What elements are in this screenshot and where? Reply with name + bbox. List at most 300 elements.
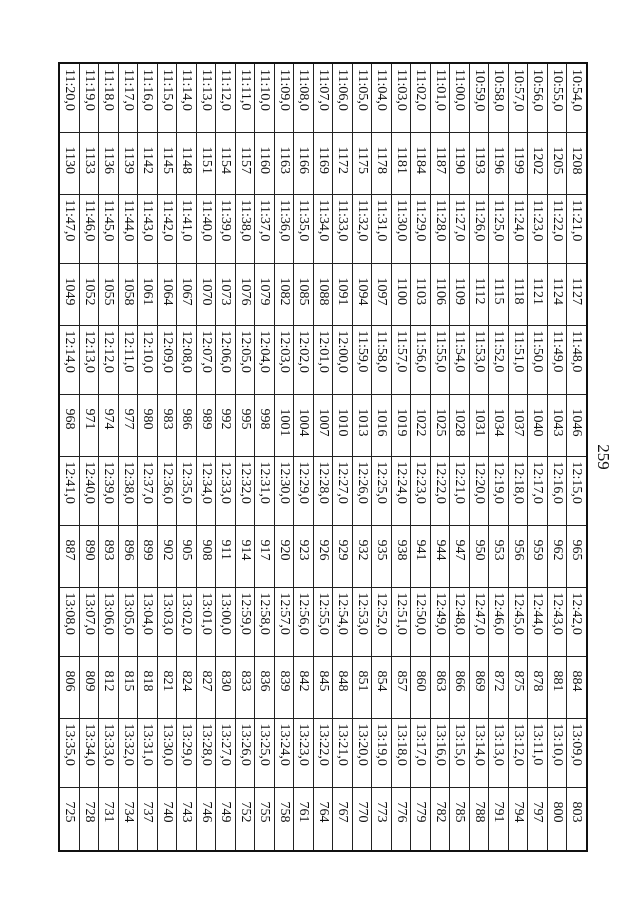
- time-cell: 11:50,0: [528, 325, 548, 394]
- value-cell: 809: [79, 656, 99, 718]
- value-cell: 1067: [177, 263, 197, 325]
- value-cell: 797: [528, 787, 548, 851]
- value-cell: 1040: [528, 394, 548, 456]
- time-cell: 12:58,0: [255, 587, 275, 656]
- time-cell: 13:23,0: [294, 718, 314, 787]
- time-cell: 12:07,0: [196, 325, 216, 394]
- time-cell: 12:16,0: [547, 456, 567, 525]
- time-cell: 10:54,0: [567, 63, 587, 132]
- value-cell: 1022: [411, 394, 431, 456]
- time-cell: 12:36,0: [157, 456, 177, 525]
- time-cell: 12:03,0: [274, 325, 294, 394]
- time-cell: 12:04,0: [255, 325, 275, 394]
- value-cell: 1130: [59, 132, 79, 194]
- value-cell: 1193: [469, 132, 489, 194]
- time-cell: 11:01,0: [430, 63, 450, 132]
- time-cell: 12:33,0: [216, 456, 236, 525]
- time-cell: 11:51,0: [508, 325, 528, 394]
- value-cell: 992: [216, 394, 236, 456]
- value-cell: 1154: [216, 132, 236, 194]
- value-cell: 1109: [450, 263, 470, 325]
- time-cell: 11:44,0: [118, 194, 138, 263]
- value-cell: 932: [352, 525, 372, 587]
- value-cell: 1172: [333, 132, 353, 194]
- value-cell: 1034: [489, 394, 509, 456]
- value-cell: 965: [567, 525, 587, 587]
- time-cell: 12:15,0: [567, 456, 587, 525]
- value-cell: 1136: [99, 132, 119, 194]
- value-cell: 767: [333, 787, 353, 851]
- value-cell: 1166: [294, 132, 314, 194]
- time-cell: 11:23,0: [528, 194, 548, 263]
- value-cell: 887: [59, 525, 79, 587]
- time-cell: 12:48,0: [450, 587, 470, 656]
- value-cell: 1052: [79, 263, 99, 325]
- table-row: [469, 63, 489, 851]
- time-cell: 11:55,0: [430, 325, 450, 394]
- time-cell: 12:32,0: [235, 456, 255, 525]
- time-cell: 11:41,0: [177, 194, 197, 263]
- value-cell: 917: [255, 525, 275, 587]
- value-cell: 746: [196, 787, 216, 851]
- value-cell: 1181: [391, 132, 411, 194]
- time-cell: 11:15,0: [157, 63, 177, 132]
- value-cell: 935: [372, 525, 392, 587]
- table-row: [411, 63, 431, 851]
- value-cell: 737: [138, 787, 158, 851]
- value-cell: 890: [79, 525, 99, 587]
- table-row: [59, 63, 79, 851]
- value-cell: 1118: [508, 263, 528, 325]
- value-cell: 989: [196, 394, 216, 456]
- time-cell: 11:11,0: [235, 63, 255, 132]
- time-cell: 13:34,0: [79, 718, 99, 787]
- value-cell: 1178: [372, 132, 392, 194]
- value-cell: 782: [430, 787, 450, 851]
- time-cell: 10:58,0: [489, 63, 509, 132]
- value-cell: 974: [99, 394, 119, 456]
- time-cell: 11:13,0: [196, 63, 216, 132]
- time-cell: 12:55,0: [313, 587, 333, 656]
- value-cell: 956: [508, 525, 528, 587]
- time-cell: 13:30,0: [157, 718, 177, 787]
- value-cell: 800: [547, 787, 567, 851]
- time-cell: 12:45,0: [508, 587, 528, 656]
- time-cell: 12:20,0: [469, 456, 489, 525]
- time-cell: 13:32,0: [118, 718, 138, 787]
- value-cell: 893: [99, 525, 119, 587]
- time-cell: 12:34,0: [196, 456, 216, 525]
- value-cell: 899: [138, 525, 158, 587]
- time-cell: 11:34,0: [313, 194, 333, 263]
- time-cell: 13:31,0: [138, 718, 158, 787]
- value-cell: 812: [99, 656, 119, 718]
- value-cell: 824: [177, 656, 197, 718]
- time-cell: 13:17,0: [411, 718, 431, 787]
- value-cell: 851: [352, 656, 372, 718]
- table-row: [99, 63, 119, 851]
- value-cell: 1028: [450, 394, 470, 456]
- time-cell: 12:30,0: [274, 456, 294, 525]
- time-cell: 11:02,0: [411, 63, 431, 132]
- value-cell: 947: [450, 525, 470, 587]
- time-cell: 11:36,0: [274, 194, 294, 263]
- time-cell: 10:57,0: [508, 63, 528, 132]
- value-cell: 1064: [157, 263, 177, 325]
- value-cell: 728: [79, 787, 99, 851]
- value-cell: 1043: [547, 394, 567, 456]
- value-cell: 941: [411, 525, 431, 587]
- value-cell: 971: [79, 394, 99, 456]
- value-cell: 953: [489, 525, 509, 587]
- time-cell: 12:11,0: [118, 325, 138, 394]
- time-cell: 12:37,0: [138, 456, 158, 525]
- time-cell: 12:47,0: [469, 587, 489, 656]
- value-cell: 866: [450, 656, 470, 718]
- time-cell: 12:51,0: [391, 587, 411, 656]
- value-cell: 827: [196, 656, 216, 718]
- table-row: [157, 63, 177, 851]
- time-cell: 11:12,0: [216, 63, 236, 132]
- value-cell: 959: [528, 525, 548, 587]
- time-cell: 12:39,0: [99, 456, 119, 525]
- time-cell: 12:44,0: [528, 587, 548, 656]
- value-cell: 776: [391, 787, 411, 851]
- value-cell: 1073: [216, 263, 236, 325]
- value-cell: 1100: [391, 263, 411, 325]
- value-cell: 1145: [157, 132, 177, 194]
- time-cell: 12:49,0: [430, 587, 450, 656]
- value-cell: 881: [547, 656, 567, 718]
- table-row: [138, 63, 158, 851]
- time-cell: 13:21,0: [333, 718, 353, 787]
- table-row: [177, 63, 197, 851]
- value-cell: 896: [118, 525, 138, 587]
- time-cell: 13:29,0: [177, 718, 197, 787]
- value-cell: 983: [157, 394, 177, 456]
- table-row: [313, 63, 333, 851]
- time-cell: 11:09,0: [274, 63, 294, 132]
- time-value-table: [58, 62, 588, 852]
- value-cell: 815: [118, 656, 138, 718]
- time-cell: 13:28,0: [196, 718, 216, 787]
- value-cell: 1046: [567, 394, 587, 456]
- value-cell: 848: [333, 656, 353, 718]
- table-row: [372, 63, 392, 851]
- value-cell: 1157: [235, 132, 255, 194]
- table-row: [216, 63, 236, 851]
- value-cell: 1004: [294, 394, 314, 456]
- rotated-page: [58, 62, 613, 850]
- value-cell: 902: [157, 525, 177, 587]
- time-cell: 11:16,0: [138, 63, 158, 132]
- value-cell: 1055: [99, 263, 119, 325]
- time-cell: 11:03,0: [391, 63, 411, 132]
- value-cell: 1133: [79, 132, 99, 194]
- value-cell: 1202: [528, 132, 548, 194]
- time-cell: 11:52,0: [489, 325, 509, 394]
- value-cell: 926: [313, 525, 333, 587]
- time-cell: 11:22,0: [547, 194, 567, 263]
- table-row: [196, 63, 216, 851]
- value-cell: 863: [430, 656, 450, 718]
- table-row: [391, 63, 411, 851]
- time-cell: 11:31,0: [372, 194, 392, 263]
- value-cell: 773: [372, 787, 392, 851]
- time-cell: 11:56,0: [411, 325, 431, 394]
- value-cell: 791: [489, 787, 509, 851]
- value-cell: 785: [450, 787, 470, 851]
- value-cell: 977: [118, 394, 138, 456]
- time-cell: 11:10,0: [255, 63, 275, 132]
- time-cell: 11:07,0: [313, 63, 333, 132]
- value-cell: 1175: [352, 132, 372, 194]
- value-cell: 1199: [508, 132, 528, 194]
- time-cell: 11:58,0: [372, 325, 392, 394]
- time-cell: 13:08,0: [59, 587, 79, 656]
- value-cell: 806: [59, 656, 79, 718]
- table-row: [235, 63, 255, 851]
- value-cell: 950: [469, 525, 489, 587]
- time-cell: 11:40,0: [196, 194, 216, 263]
- time-cell: 11:59,0: [352, 325, 372, 394]
- value-cell: 962: [547, 525, 567, 587]
- value-cell: 875: [508, 656, 528, 718]
- time-cell: 13:09,0: [567, 718, 587, 787]
- time-cell: 11:33,0: [333, 194, 353, 263]
- value-cell: 833: [235, 656, 255, 718]
- time-cell: 13:16,0: [430, 718, 450, 787]
- time-cell: 13:26,0: [235, 718, 255, 787]
- value-cell: 1142: [138, 132, 158, 194]
- table-row: [528, 63, 548, 851]
- time-cell: 12:14,0: [59, 325, 79, 394]
- time-cell: 10:56,0: [528, 63, 548, 132]
- value-cell: 1001: [274, 394, 294, 456]
- value-cell: 830: [216, 656, 236, 718]
- time-cell: 12:23,0: [411, 456, 431, 525]
- value-cell: 770: [352, 787, 372, 851]
- time-cell: 12:17,0: [528, 456, 548, 525]
- time-cell: 12:05,0: [235, 325, 255, 394]
- value-cell: 914: [235, 525, 255, 587]
- time-cell: 11:26,0: [469, 194, 489, 263]
- value-cell: 764: [313, 787, 333, 851]
- value-cell: 1103: [411, 263, 431, 325]
- time-cell: 13:11,0: [528, 718, 548, 787]
- time-cell: 11:05,0: [352, 63, 372, 132]
- time-cell: 13:22,0: [313, 718, 333, 787]
- time-cell: 11:32,0: [352, 194, 372, 263]
- value-cell: 779: [411, 787, 431, 851]
- value-cell: 1025: [430, 394, 450, 456]
- value-cell: 998: [255, 394, 275, 456]
- time-cell: 12:10,0: [138, 325, 158, 394]
- value-cell: 1013: [352, 394, 372, 456]
- time-cell: 11:30,0: [391, 194, 411, 263]
- value-cell: 1127: [567, 263, 587, 325]
- table-row: [450, 63, 470, 851]
- value-cell: 1151: [196, 132, 216, 194]
- value-cell: 872: [489, 656, 509, 718]
- time-cell: 13:00,0: [216, 587, 236, 656]
- time-cell: 13:15,0: [450, 718, 470, 787]
- value-cell: 929: [333, 525, 353, 587]
- value-cell: 986: [177, 394, 197, 456]
- time-cell: 12:27,0: [333, 456, 353, 525]
- time-cell: 12:42,0: [567, 587, 587, 656]
- time-cell: 11:45,0: [99, 194, 119, 263]
- value-cell: 1160: [255, 132, 275, 194]
- time-cell: 13:20,0: [352, 718, 372, 787]
- table-row: [352, 63, 372, 851]
- time-cell: 12:43,0: [547, 587, 567, 656]
- time-cell: 11:39,0: [216, 194, 236, 263]
- value-cell: 749: [216, 787, 236, 851]
- time-cell: 10:59,0: [469, 63, 489, 132]
- time-cell: 12:35,0: [177, 456, 197, 525]
- value-cell: 854: [372, 656, 392, 718]
- time-cell: 11:49,0: [547, 325, 567, 394]
- value-cell: 1091: [333, 263, 353, 325]
- time-cell: 12:59,0: [235, 587, 255, 656]
- time-cell: 12:22,0: [430, 456, 450, 525]
- value-cell: 857: [391, 656, 411, 718]
- table-row: [118, 63, 138, 851]
- time-cell: 12:19,0: [489, 456, 509, 525]
- value-cell: 938: [391, 525, 411, 587]
- time-cell: 11:21,0: [567, 194, 587, 263]
- value-cell: 1196: [489, 132, 509, 194]
- time-cell: 12:46,0: [489, 587, 509, 656]
- value-cell: 1190: [450, 132, 470, 194]
- time-cell: 13:03,0: [157, 587, 177, 656]
- value-cell: 752: [235, 787, 255, 851]
- time-cell: 12:02,0: [294, 325, 314, 394]
- value-cell: 1163: [274, 132, 294, 194]
- time-cell: 11:18,0: [99, 63, 119, 132]
- value-cell: 761: [294, 787, 314, 851]
- time-cell: 11:48,0: [567, 325, 587, 394]
- time-cell: 13:10,0: [547, 718, 567, 787]
- value-cell: 1016: [372, 394, 392, 456]
- time-cell: 11:00,0: [450, 63, 470, 132]
- time-cell: 12:56,0: [294, 587, 314, 656]
- value-cell: 1049: [59, 263, 79, 325]
- time-cell: 12:24,0: [391, 456, 411, 525]
- time-cell: 13:18,0: [391, 718, 411, 787]
- time-cell: 12:08,0: [177, 325, 197, 394]
- time-cell: 13:24,0: [274, 718, 294, 787]
- time-cell: 11:06,0: [333, 63, 353, 132]
- time-cell: 11:08,0: [294, 63, 314, 132]
- value-cell: 1208: [567, 132, 587, 194]
- time-cell: 11:54,0: [450, 325, 470, 394]
- value-cell: 1139: [118, 132, 138, 194]
- time-cell: 12:28,0: [313, 456, 333, 525]
- value-cell: 803: [567, 787, 587, 851]
- time-cell: 11:43,0: [138, 194, 158, 263]
- value-cell: 1097: [372, 263, 392, 325]
- time-cell: 12:29,0: [294, 456, 314, 525]
- time-cell: 12:40,0: [79, 456, 99, 525]
- value-cell: 1010: [333, 394, 353, 456]
- time-cell: 12:18,0: [508, 456, 528, 525]
- time-cell: 11:04,0: [372, 63, 392, 132]
- value-cell: 1037: [508, 394, 528, 456]
- time-cell: 11:47,0: [59, 194, 79, 263]
- time-cell: 11:46,0: [79, 194, 99, 263]
- value-cell: 725: [59, 787, 79, 851]
- time-cell: 13:01,0: [196, 587, 216, 656]
- value-cell: 860: [411, 656, 431, 718]
- value-cell: 1070: [196, 263, 216, 325]
- time-cell: 11:57,0: [391, 325, 411, 394]
- page-number: 259: [594, 444, 613, 470]
- time-cell: 11:25,0: [489, 194, 509, 263]
- value-cell: 1106: [430, 263, 450, 325]
- value-cell: 1094: [352, 263, 372, 325]
- time-cell: 11:24,0: [508, 194, 528, 263]
- value-cell: 758: [274, 787, 294, 851]
- value-cell: 911: [216, 525, 236, 587]
- value-cell: 788: [469, 787, 489, 851]
- value-cell: 944: [430, 525, 450, 587]
- table-row: [255, 63, 275, 851]
- value-cell: 731: [99, 787, 119, 851]
- time-cell: 13:04,0: [138, 587, 158, 656]
- value-cell: 755: [255, 787, 275, 851]
- value-cell: 1019: [391, 394, 411, 456]
- value-cell: 995: [235, 394, 255, 456]
- time-cell: 12:26,0: [352, 456, 372, 525]
- time-cell: 13:02,0: [177, 587, 197, 656]
- value-cell: 1124: [547, 263, 567, 325]
- time-cell: 11:28,0: [430, 194, 450, 263]
- time-cell: 11:17,0: [118, 63, 138, 132]
- time-cell: 13:07,0: [79, 587, 99, 656]
- time-cell: 13:14,0: [469, 718, 489, 787]
- value-cell: 1148: [177, 132, 197, 194]
- value-cell: 839: [274, 656, 294, 718]
- time-cell: 13:27,0: [216, 718, 236, 787]
- value-cell: 1115: [489, 263, 509, 325]
- value-cell: 1079: [255, 263, 275, 325]
- value-cell: 740: [157, 787, 177, 851]
- time-cell: 12:38,0: [118, 456, 138, 525]
- time-cell: 11:19,0: [79, 63, 99, 132]
- value-cell: 1061: [138, 263, 158, 325]
- time-cell: 12:31,0: [255, 456, 275, 525]
- table-row: [547, 63, 567, 851]
- value-cell: 878: [528, 656, 548, 718]
- value-cell: 1007: [313, 394, 333, 456]
- value-cell: 734: [118, 787, 138, 851]
- value-cell: 1121: [528, 263, 548, 325]
- time-cell: 12:25,0: [372, 456, 392, 525]
- table-row: [333, 63, 353, 851]
- value-cell: 1112: [469, 263, 489, 325]
- table-row: [508, 63, 528, 851]
- value-cell: 845: [313, 656, 333, 718]
- time-cell: 11:14,0: [177, 63, 197, 132]
- value-cell: 905: [177, 525, 197, 587]
- table-row: [274, 63, 294, 851]
- value-cell: 743: [177, 787, 197, 851]
- time-cell: 12:41,0: [59, 456, 79, 525]
- value-cell: 968: [59, 394, 79, 456]
- value-cell: 821: [157, 656, 177, 718]
